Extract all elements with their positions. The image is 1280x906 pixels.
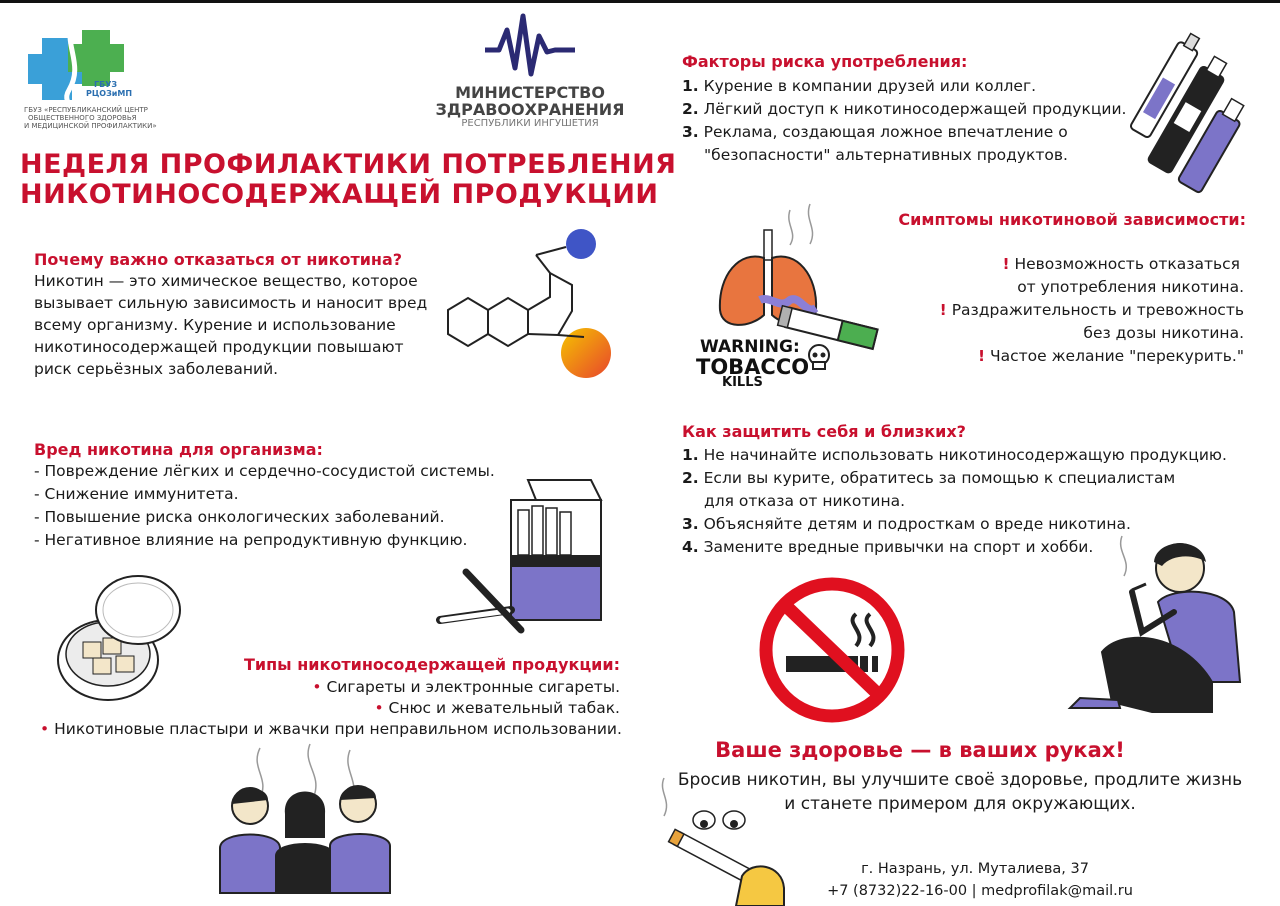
why-line-2: вызывает сильную зависимость и наносит вред bbox=[34, 294, 428, 312]
logo-caption-1: ГБУЗ «РЕСПУБЛИКАНСКИЙ ЦЕНТР bbox=[24, 106, 148, 114]
ministry-line-1: МИНИСТЕРСТВО bbox=[455, 83, 605, 102]
pulse-logo-icon bbox=[485, 8, 577, 76]
symptoms-heading: Симптомы никотиновой зависимости: bbox=[898, 210, 1246, 229]
exclamation-icon: ! bbox=[939, 301, 947, 319]
symptom-line-1: ! Невозможность отказаться bbox=[1002, 255, 1240, 273]
risk-item-3: 3. Реклама, создающая ложное впечатление о bbox=[682, 123, 1068, 141]
logo-abbr-2: РЦОЗиМП bbox=[86, 89, 133, 98]
page-title-line-2: НИКОТИНОСОДЕРЖАЩЕЙ ПРОДУКЦИИ bbox=[20, 179, 659, 210]
bullet-icon: • bbox=[374, 699, 384, 717]
symptom-line-3: ! Раздражительность и тревожность bbox=[939, 301, 1244, 319]
why-line-1: Никотин — это химическое вещество, которое bbox=[34, 272, 418, 290]
exclamation-icon: ! bbox=[1002, 255, 1010, 273]
logo-abbr-1: ГБУЗ bbox=[94, 80, 118, 89]
types-item-1: • Сигареты и электронные сигареты. bbox=[312, 678, 620, 696]
protect-heading: Как защитить себя и близких? bbox=[682, 422, 966, 441]
people-smoking-icon bbox=[210, 748, 410, 898]
sitting-man-smoking-icon bbox=[1062, 532, 1252, 722]
types-heading: Типы никотиносодержащей продукции: bbox=[244, 655, 620, 674]
harm-item-3: - Повышение риска онкологических заболеваний. bbox=[34, 508, 445, 526]
ministry-line-2: ЗДРАВООХРАНЕНИЯ bbox=[435, 100, 625, 119]
contact-phone-email: +7 (8732)22-16-00 | medprofilak@mail.ru bbox=[827, 883, 1133, 899]
logo-caption-3: И МЕДИЦИНСКОЙ ПРОФИЛАКТИКИ» bbox=[24, 122, 157, 130]
lungs-cigarette-icon bbox=[690, 200, 890, 360]
bullet-icon: • bbox=[312, 678, 322, 696]
bullet-icon: • bbox=[40, 720, 50, 738]
exclamation-icon: ! bbox=[977, 347, 986, 365]
contact-address: г. Назрань, ул. Муталиева, 37 bbox=[861, 861, 1089, 877]
hand-cigarette-icon bbox=[652, 768, 792, 906]
symptom-line-2: от употребления никотина. bbox=[1017, 278, 1244, 296]
warning-line-3: KILLS bbox=[722, 375, 763, 390]
snus-tin-icon bbox=[48, 562, 188, 712]
harm-item-1: - Повреждение лёгких и сердечно-сосудистой системы. bbox=[34, 462, 495, 480]
types-item-3: • Никотиновые пластыри и жвачки при неправильном использовании. bbox=[40, 720, 622, 738]
logo-caption-2: ОБЩЕСТВЕННОГО ЗДОРОВЬЯ bbox=[28, 114, 137, 122]
protect-item-2-continuation: для отказа от никотина. bbox=[704, 492, 906, 510]
ministry-line-3: РЕСПУБЛИКИ ИНГУШЕТИЯ bbox=[461, 118, 599, 129]
harm-item-4: - Негативное влияние на репродуктивную функцию. bbox=[34, 531, 468, 549]
why-line-4: никотиносодержащей продукции повышают bbox=[34, 338, 404, 356]
harm-item-2: - Снижение иммунитета. bbox=[34, 485, 239, 503]
closing-line-1: Бросив никотин, вы улучшите своё здоровье, продлите жизнь bbox=[677, 770, 1243, 790]
risk-item-1: 1. Курение в компании друзей или коллег. bbox=[682, 77, 1037, 95]
risk-item-2: 2. Лёгкий доступ к никотиносодержащей продукции. bbox=[682, 100, 1127, 118]
risk-item-3-continuation: "безопасности" альтернативных продуктов. bbox=[704, 146, 1068, 164]
center-logo bbox=[24, 10, 157, 130]
e-cigarette-icon bbox=[1126, 36, 1256, 186]
symptom-line-4: без дозы никотина. bbox=[1083, 324, 1244, 342]
skull-icon bbox=[806, 344, 832, 372]
cigarette-pack-icon bbox=[436, 470, 616, 640]
slogan: Ваше здоровье — в ваших руках! bbox=[715, 738, 1125, 762]
risk-heading: Факторы риска употребления: bbox=[682, 52, 968, 71]
top-border bbox=[0, 0, 1280, 3]
no-smoking-icon bbox=[756, 574, 908, 726]
protect-item-3: 3. Объясняйте детям и подросткам о вреде никотина. bbox=[682, 515, 1131, 533]
symptom-line-5: ! Частое желание "перекурить." bbox=[977, 347, 1244, 365]
why-line-5: риск серьёзных заболеваний. bbox=[34, 360, 279, 378]
protect-item-4: 4. Замените вредные привычки на спорт и хобби. bbox=[682, 538, 1094, 556]
protect-item-1: 1. Не начинайте использовать никотиносодержащую продукцию. bbox=[682, 446, 1227, 464]
why-line-3: всему организму. Курение и использование bbox=[34, 316, 396, 334]
page-title-line-1: НЕДЕЛЯ ПРОФИЛАКТИКИ ПОТРЕБЛЕНИЯ bbox=[20, 149, 677, 180]
why-heading: Почему важно отказаться от никотина? bbox=[34, 250, 403, 269]
warning-line-2: TOBACCO bbox=[696, 355, 810, 379]
closing-line-2: и станете примером для окружающих. bbox=[784, 794, 1136, 814]
types-item-2: • Снюс и жевательный табак. bbox=[374, 699, 620, 717]
molecule-icon bbox=[438, 225, 618, 395]
harm-heading: Вред никотина для организма: bbox=[34, 440, 323, 459]
protect-item-2: 2. Если вы курите, обратитесь за помощью к специалистам bbox=[682, 469, 1176, 487]
warning-line-1: WARNING: bbox=[700, 337, 800, 357]
